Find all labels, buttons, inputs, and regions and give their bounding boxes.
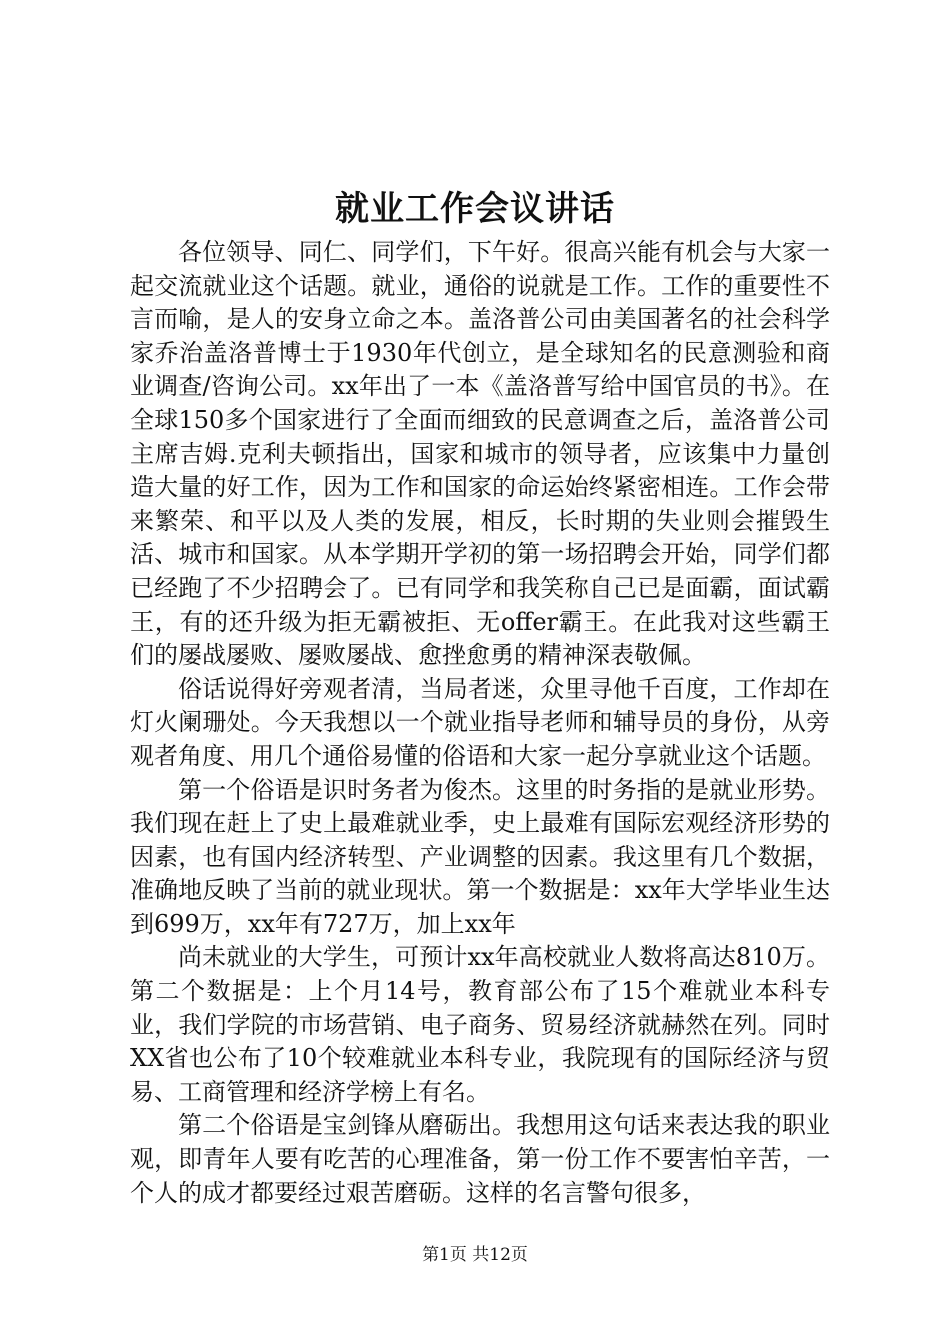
document-title: 就业工作会议讲话 [335, 189, 615, 229]
paragraph: 俗话说得好旁观者清，当局者迷，众里寻他千百度，工作却在灯火阑珊处。今天我想以一个就业指导老师和辅导员的身份，从旁观者角度、用几个通俗易懂的俗语和大家一起分享就业这个话题。 [130, 674, 830, 770]
paragraph: 第一个俗语是识时务者为俊杰。这里的时务指的是就业形势。我们现在赶上了史上最难就业季，史上最难有国际宏观经济形势的因素，也有国内经济转型、产业调整的因素。我这里有几个数据，准确地反映了当前的就业现状。第一个数据是：xx年大学毕业生达到699万，xx年有727万，加上xx年 [130, 775, 830, 938]
page-footer: 第1页 共12页 [422, 1245, 528, 1265]
paragraph: 各位领导、同仁、同学们，下午好。很高兴能有机会与大家一起交流就业这个话题。就业，通俗的说就是工作。工作的重要性不言而喻，是人的安身立命之本。盖洛普公司由美国著名的社会科学家乔治盖洛普博士于1930年代创立，是全球知名的民意测验和商业调查/咨询公司。xx年出了一本《盖洛普写给中国官员的书》。在全球150多个国家进行了全面而细致的民意调查之后，盖洛普公司主席吉姆.克利夫顿指出，国家和城市的领导者，应该集中力量创造大量的好工作，因为工作和国家的命运始终紧密相连。工作会带来繁荣、和平以及人类的发展，相反，长时期的失业则会摧毁生活、城市和国家。从本学期开学初的第一场招聘会开始，同学们都已经跑了不少招聘会了。已有同学和我笑称自己已是面霸，面试霸王，有的还升级为拒无霸被拒、无offer霸王。在此我对这些霸王们的屡战屡败、屡败屡战、愈挫愈勇的精神深表敬佩。 [130, 238, 830, 670]
document-body [130, 236, 830, 1210]
paragraph: 第二个俗语是宝剑锋从磨砺出。我想用这句话来表达我的职业观，即青年人要有吃苦的心理准备，第一份工作不要害怕辛苦，一个人的成才都要经过艰苦磨砺。这样的名言警句很多， [130, 1111, 830, 1207]
paragraph: 尚未就业的大学生，可预计xx年高校就业人数将高达810万。第二个数据是：上个月14号，教育部公布了15个难就业本科专业，我们学院的市场营销、电子商务、贸易经济就赫然在列。同时XX省也公布了10个较难就业本科专业，我院现有的国际经济与贸易、工商管理和经济学榜上有名。 [130, 943, 830, 1106]
